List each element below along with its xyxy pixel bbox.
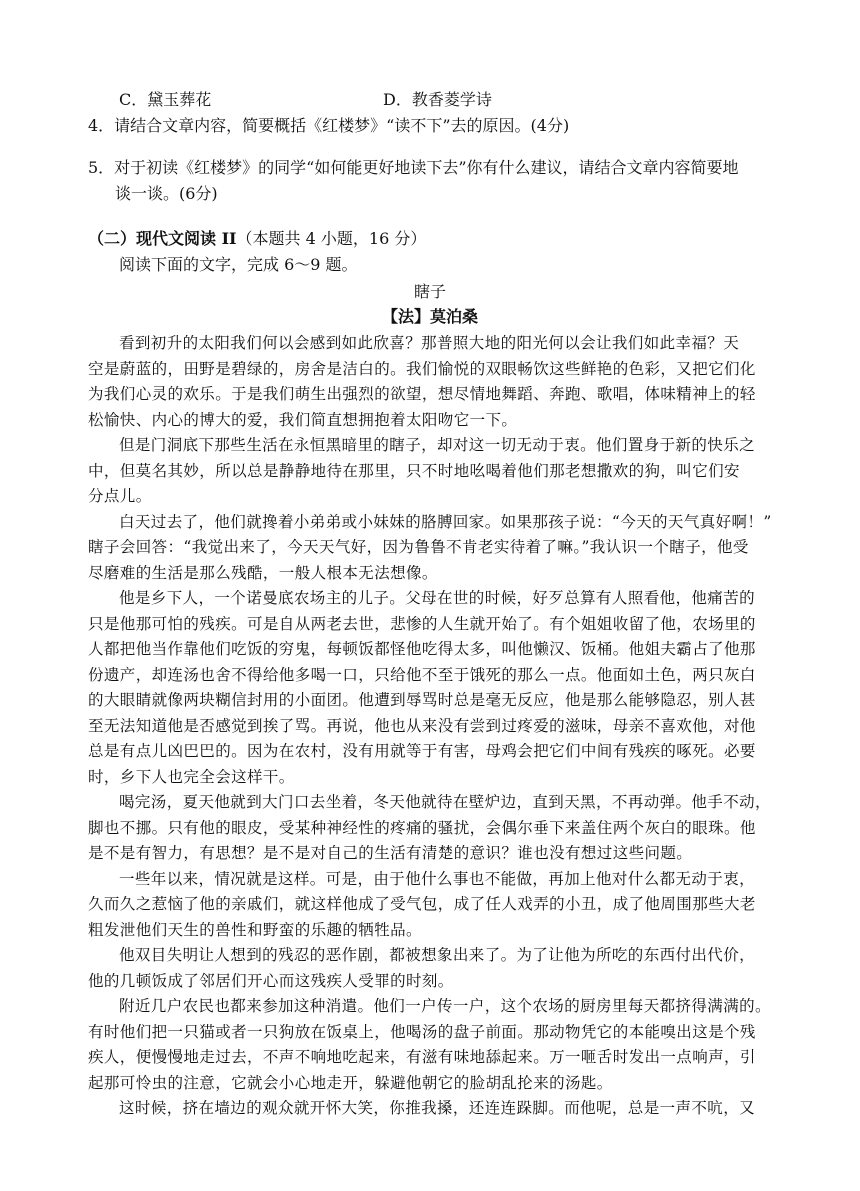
section-heading bbox=[88, 229, 426, 249]
article-line: 脚也不挪。只有他的眼皮，受某种神经性的疼痛的骚扰，会偶尔垂下来盖住两个灰白的眼珠。他 bbox=[88, 819, 756, 837]
article-line: 只是他那可怕的残疾。可是自从两老去世，悲惨的人生就开始了。有个姐姐收留了他，农场里的 bbox=[88, 615, 756, 633]
article-line: 但是门洞底下那些生活在永恒黑暗里的瞎子，却对这一切无动于衷。他们置身于新的快乐之 bbox=[119, 436, 756, 454]
article-author: 【法】莫泊桑 bbox=[381, 307, 478, 326]
question-5-line-1: 5．对于初读《红楼梦》的同学“如何能更好地读下去”你有什么建议，请结合文章内容简要地 bbox=[88, 158, 739, 177]
article-line: 粗发泄他们天生的兽性和野蛮的乐趣的牺牲品。 bbox=[88, 921, 422, 939]
article-line: 空是蔚蓝的，田野是碧绿的，房舍是洁白的。我们愉悦的双眼畅饮这些鲜艳的色彩，又把它们化 bbox=[88, 360, 756, 378]
article-line: 瞎子会回答：“我觉出来了，今天天气好，因为鲁鲁不肯老实待着了嘛。”我认识一个瞎子，他受 bbox=[88, 538, 749, 556]
article-line: 尽磨难的生活是那么残酷，一般人根本无法想像。 bbox=[88, 564, 438, 582]
article-line: 份遗产，却连汤也舍不得给他多喝一口，只给他不至于饿死的那么一点。他面如土色，两只灰白 bbox=[88, 666, 756, 684]
article-line: 为我们心灵的欢乐。于是我们萌生出强烈的欲望，想尽情地舞蹈、奔跑、歌唱，体味精神上的轻 bbox=[88, 385, 756, 403]
article-line: 他是乡下人，一个诺曼底农场主的儿子。父母在世的时候，好歹总算有人照看他，他痛苦的 bbox=[119, 589, 756, 607]
question-5-line-2: 谈一谈。(6分) bbox=[115, 184, 218, 203]
article-line: 久而久之惹恼了他的亲戚们，就这样他成了受气包，成了任人戏弄的小丑，成了他周围那些大老 bbox=[88, 895, 756, 913]
article-line: 分点儿。 bbox=[88, 487, 152, 505]
article-line: 至无法知道他是否感觉到挨了骂。再说，他也从来没有尝到过疼爱的滋味，母亲不喜欢他，对他 bbox=[88, 717, 756, 735]
article-line: 中，但莫名其妙，所以总是静静地待在那里，只不时地吆喝着他们那老想撒欢的狗，叫它们安 bbox=[88, 462, 740, 480]
section-title: （二）现代文阅读 II bbox=[88, 229, 237, 248]
article-line: 时，乡下人也完全会这样干。 bbox=[88, 768, 295, 786]
article-line: 他双目失明让人想到的残忍的恶作剧，都被想象出来了。为了让他为所吃的东西付出代价， bbox=[119, 946, 756, 964]
option-c: C．黛玉葬花 bbox=[119, 90, 212, 109]
article-line: 人都把他当作靠他们吃饭的穷鬼，每顿饭都怪他吃得太多，叫他懒汉、饭桶。他姐夫霸占了他那 bbox=[88, 640, 756, 658]
article-line: 他的几顿饭成了邻居们开心而这残疾人受罪的时刻。 bbox=[88, 972, 454, 990]
question-4: 4．请结合文章内容，简要概括《红楼梦》“读不下”去的原因。(4分) bbox=[88, 116, 570, 135]
article-line: 松愉快、内心的博大的爱，我们简直想拥抱着太阳吻它一下。 bbox=[88, 411, 518, 429]
article-line: 白天过去了，他们就搀着小弟弟或小妹妹的胳膊回家。如果那孩子说：“今天的天气真好啊！” bbox=[119, 513, 772, 531]
article-line: 喝完汤，夏天他就到大门口去坐着，冬天他就待在壁炉边，直到天黑，不再动弹。他手不动， bbox=[119, 793, 771, 811]
article-line: 是不是有智力，有思想？是不是对自己的生活有清楚的意识？谁也没有想过这些问题。 bbox=[88, 844, 693, 862]
article-title: 瞎子 bbox=[413, 282, 446, 301]
article-line: 附近几户农民也都来参加这种消遣。他们一户传一户，这个农场的厨房里每天都挤得满满的。 bbox=[119, 997, 771, 1015]
article-line: 看到初升的太阳我们何以会感到如此欣喜？那普照大地的阳光何以会让我们如此幸福？天 bbox=[119, 334, 740, 352]
article-line: 总是有点儿凶巴巴的。因为在农村，没有用就等于有害，母鸡会把它们中间有残疾的啄死。必要 bbox=[88, 742, 756, 760]
article-line: 起那可怜虫的注意，它就会小心地走开，躲避他朝它的脸胡乱抡来的汤匙。 bbox=[88, 1074, 613, 1092]
article-line: 的大眼睛就像两块糊信封用的小面团。他遭到辱骂时总是毫无反应，他是那么能够隐忍，别人甚 bbox=[88, 691, 756, 709]
section-instruction: 阅读下面的文字，完成 6～9 题。 bbox=[119, 255, 358, 274]
section-note: （本题共 4 小题，16 分） bbox=[236, 229, 427, 248]
option-d: D．教香菱学诗 bbox=[383, 90, 492, 109]
article-line: 疾人，便慢慢地走过去，不声不响地吃起来，有滋有味地舔起来。万一咂舌时发出一点响声，引 bbox=[88, 1048, 756, 1066]
article-line: 一些年以来，情况就是这样。可是，由于他什么事也不能做，再加上他对什么都无动于衷， bbox=[119, 870, 756, 888]
article-line: 这时候，挤在墙边的观众就开怀大笑，你推我搡，还连连跺脚。而他呢，总是一声不吭，又 bbox=[119, 1099, 756, 1117]
article-line: 有时他们把一只猫或者一只狗放在饭桌上，他喝汤的盘子前面。那动物凭它的本能嗅出这是个残 bbox=[88, 1023, 756, 1041]
